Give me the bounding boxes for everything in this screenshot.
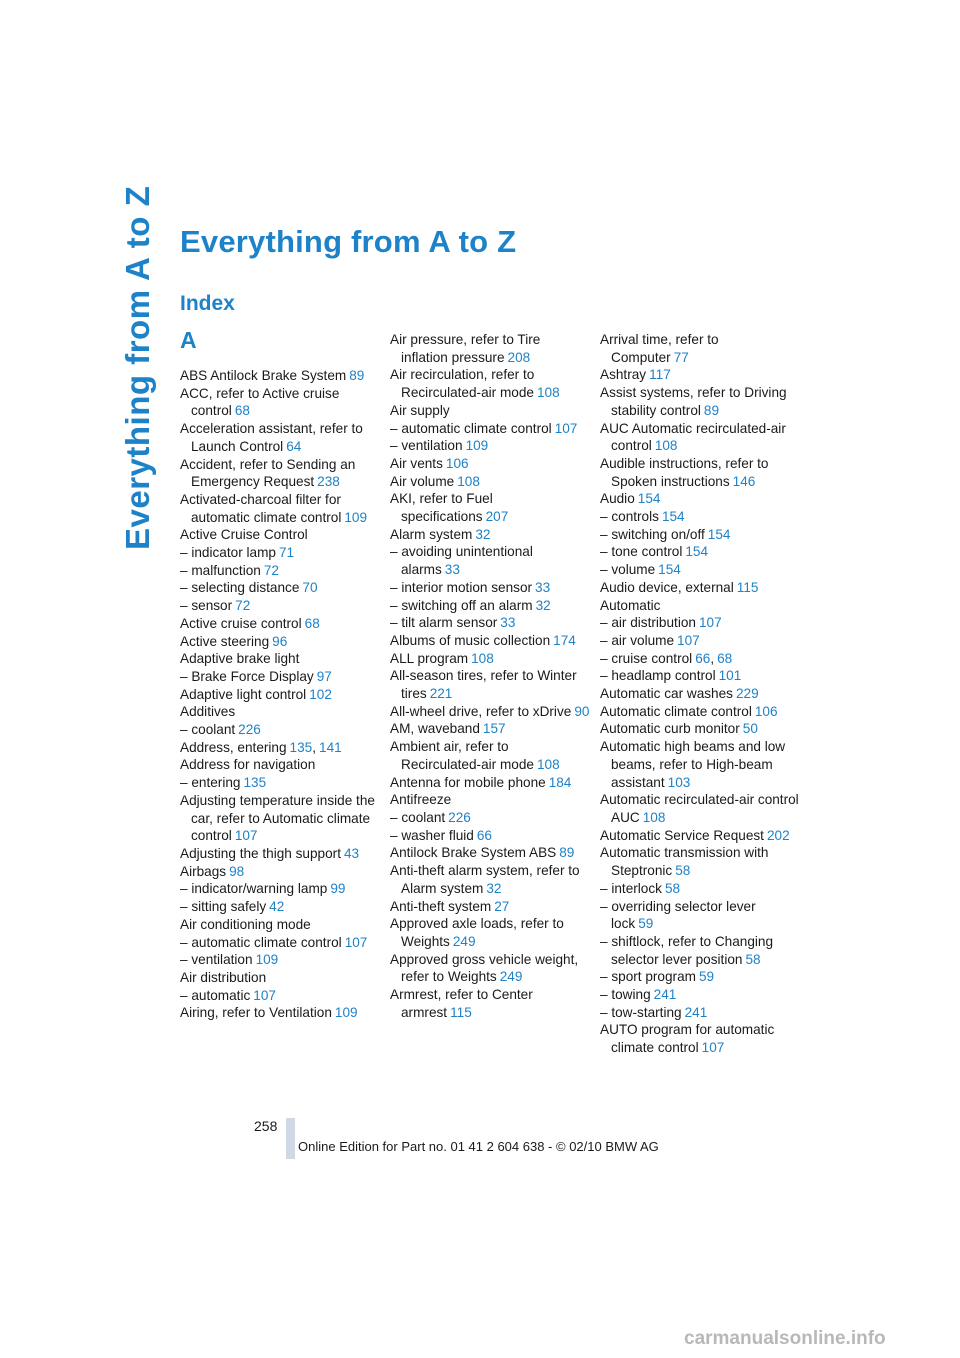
index-entry (600, 685, 800, 703)
page-reference-link[interactable]: 70 (302, 580, 318, 596)
index-entry (390, 402, 590, 420)
index-entry-text: Air distribution (180, 969, 267, 985)
page-reference-link[interactable]: 58 (675, 863, 691, 879)
index-entry (180, 367, 380, 385)
index-entry-text: Air pressure, refer to Tire inflation pressure (390, 332, 541, 365)
index-entry-text: – sitting safely (180, 899, 267, 915)
page-reference-link[interactable]: 72 (263, 562, 279, 578)
index-entry-text: Automatic (600, 597, 661, 613)
page-reference-link[interactable]: 108 (457, 473, 480, 489)
index-entry-text: – Brake Force Display (180, 668, 314, 684)
page-reference-link[interactable]: 107 (698, 615, 722, 631)
page-reference-link[interactable]: 106 (754, 703, 778, 719)
page-reference-link[interactable]: 72 (235, 598, 251, 614)
page-reference-link[interactable]: 58 (745, 951, 761, 967)
index-entry (390, 614, 590, 632)
index-entry-text: Active cruise control (180, 615, 302, 631)
index-entry-text: – sport program (600, 969, 696, 985)
index-entry-text: – automatic climate control (180, 934, 342, 950)
index-entry (180, 420, 380, 455)
page-reference-link[interactable]: 96 (272, 633, 288, 649)
page-reference-link[interactable]: 68 (234, 403, 250, 419)
index-entry (180, 863, 380, 881)
page-reference-link[interactable]: 174 (553, 632, 576, 648)
index-entry-text: – malfunction (180, 562, 261, 578)
index-entry (390, 543, 590, 578)
page-reference-link[interactable]: 202 (766, 827, 790, 843)
page-reference-link[interactable]: 68 (304, 615, 320, 631)
index-entry-text: ALL program (390, 650, 469, 666)
index-entry-text: Air recirculation, refer to Recirculated-air mode (390, 367, 535, 401)
index-entry-text: – air distribution (600, 615, 696, 631)
index-entry (600, 561, 800, 579)
index-entry (180, 880, 380, 898)
index-entry-text: AM, waveband (390, 721, 480, 737)
index-entry-text: Automatic transmission with Steptronic (600, 845, 769, 879)
index-entry-text: Arrival time, refer to Computer (600, 332, 719, 365)
page-reference-link[interactable]: 108 (642, 809, 666, 825)
page-reference-link[interactable]: 33 (535, 579, 551, 595)
index-entry (180, 703, 380, 721)
index-entry (390, 420, 590, 438)
page-reference-link[interactable]: 109 (334, 1005, 358, 1021)
footer-bar (286, 1118, 295, 1159)
index-entry-text: – shiftlock, refer to Changing selector lever position (600, 933, 774, 967)
index-entry-text: AUC Automatic recirculated-air control (600, 420, 786, 454)
page-reference-link[interactable]: 229 (735, 686, 759, 702)
index-entry (600, 720, 800, 738)
page-reference-link[interactable]: 184 (548, 774, 572, 790)
index-entry-text: Automatic car washes (600, 686, 733, 702)
index-entry (180, 597, 380, 615)
index-entry-text: Air supply (390, 402, 450, 418)
index-heading: Index (180, 292, 235, 315)
page-reference-link[interactable]: 32 (486, 880, 502, 896)
index-entry (600, 986, 800, 1004)
page-title: Everything from A to Z (180, 224, 517, 259)
page-reference-link[interactable]: 249 (499, 969, 523, 985)
index-entry-text: Automatic climate control (600, 703, 752, 719)
page-reference-link[interactable]: 89 (559, 845, 575, 861)
index-entry-text: – coolant (390, 809, 446, 825)
page-reference-link[interactable]: 238 (317, 474, 340, 490)
index-entry-text: Approved axle loads, refer to Weights (390, 916, 564, 949)
page-reference-link[interactable]: 107 (554, 420, 578, 436)
index-entry (600, 898, 800, 933)
index-entry (390, 827, 590, 845)
index-entry-text: Address, entering (180, 739, 287, 755)
index-entry (390, 809, 590, 827)
index-entry (180, 898, 380, 916)
index-entry-text: – air volume (600, 632, 675, 648)
index-entry-text: Albums of music collection (390, 632, 551, 648)
page-reference-link[interactable]: 135 (243, 775, 267, 791)
page-reference-link[interactable]: 107 (344, 934, 368, 950)
index-entry-text: Automatic Service Request (600, 827, 764, 843)
index-entry (180, 721, 380, 739)
page-reference-link[interactable]: 66 (695, 650, 711, 666)
index-entry (180, 756, 380, 774)
index-entry-text: Additives (180, 704, 236, 720)
index-entry (180, 650, 380, 668)
index-entry (390, 526, 590, 544)
index-entry (600, 366, 800, 384)
page-reference-link[interactable]: 108 (536, 756, 560, 772)
index-entry-text: Automatic high beams and low beams, refer to High-beam assistant (600, 739, 786, 790)
index-entry-text: Anti-theft system (390, 898, 492, 914)
page-reference-link[interactable]: 33 (444, 562, 460, 578)
index-entry-text: – interlock (600, 880, 662, 896)
page-reference-link[interactable]: 154 (658, 562, 681, 578)
page-reference-link[interactable]: 59 (698, 969, 715, 985)
page-reference-link[interactable]: 108 (654, 438, 678, 454)
index-entry (600, 420, 800, 455)
index-entry-text: – avoiding unintentional alarms (390, 544, 533, 578)
index-entry (390, 915, 590, 950)
index-entry (180, 686, 380, 704)
index-entry (390, 331, 590, 366)
index-entry-text: Armrest, refer to Center armrest (390, 987, 533, 1020)
index-entry-text: – volume (600, 562, 656, 578)
page-reference-link[interactable]: 109 (255, 952, 279, 968)
index-entry-text: – switching off an alarm (390, 597, 533, 613)
index-entry (390, 366, 590, 401)
index-entry (180, 1004, 380, 1022)
page-reference-link[interactable]: 89 (703, 402, 720, 418)
page-reference-link[interactable]: 59 (638, 916, 654, 932)
index-entry (600, 490, 800, 508)
index-entry (180, 934, 380, 952)
index-letter-heading: A (180, 327, 197, 353)
page-reference-link[interactable]: 221 (429, 686, 453, 702)
page-reference-link[interactable]: 90 (574, 703, 590, 719)
index-entry (390, 986, 590, 1021)
index-entry (180, 774, 380, 792)
index-entry-text: – interior motion sensor (390, 579, 533, 595)
page-reference-link[interactable]: 50 (742, 721, 758, 737)
index-entry (180, 615, 380, 633)
index-entry (390, 437, 590, 455)
index-entry-text: Adaptive light control (180, 686, 307, 702)
side-section-title: Everything from A to Z (119, 185, 156, 550)
index-entry (180, 633, 380, 651)
index-entry-text: Alarm system (390, 526, 473, 542)
page-reference-link[interactable]: 99 (330, 881, 346, 897)
page-reference-link[interactable]: 108 (536, 385, 560, 401)
page-reference-link[interactable]: 108 (471, 650, 494, 666)
page-reference-link[interactable]: 157 (482, 721, 506, 737)
index-column-3 (600, 331, 800, 1057)
index-entry (600, 384, 800, 419)
index-entry (600, 791, 800, 826)
index-entry-text: Air vents (390, 455, 443, 471)
index-entry (600, 827, 800, 845)
page-reference-link[interactable]: 27 (494, 898, 510, 914)
page-reference-link[interactable]: 77 (673, 349, 689, 365)
index-entry-text: Air volume (390, 473, 455, 489)
index-entry-text: – cruise control (600, 650, 693, 666)
index-entry (180, 491, 380, 526)
index-entry (180, 562, 380, 580)
index-entry (180, 668, 380, 686)
index-entry (600, 1021, 800, 1056)
page-reference-link[interactable]: 115 (450, 1004, 472, 1020)
page-reference-link[interactable]: 154 (661, 509, 685, 525)
index-entry (390, 720, 590, 738)
index-entry (390, 632, 590, 650)
index-entry (390, 738, 590, 773)
index-entry-text: AUTO program for automatic climate control (600, 1022, 775, 1056)
page-reference-link[interactable]: 33 (500, 615, 516, 631)
page-reference-link[interactable]: 89 (349, 368, 365, 383)
index-entry-text: Air conditioning mode (180, 916, 311, 932)
index-entry (390, 791, 590, 809)
index-entry-text: Assist systems, refer to Driving stability control (600, 385, 787, 418)
index-entry-text: – indicator lamp (180, 545, 276, 561)
page-reference-link[interactable]: 249 (452, 933, 476, 949)
page-reference-link[interactable]: 32 (475, 526, 491, 542)
index-entry-text: Approved gross vehicle weight, refer to Weights (390, 951, 579, 985)
index-entry-text: – selecting distance (180, 580, 300, 596)
index-entry (390, 473, 590, 491)
index-entry-text: Accident, refer to Sending an Emergency Request (180, 456, 356, 490)
index-entry (180, 544, 380, 562)
index-entry (600, 331, 800, 366)
page-reference-link[interactable]: 154 (637, 491, 661, 507)
index-entry-text: – ventilation (390, 438, 463, 454)
index-entry (180, 969, 380, 987)
index-entry (390, 844, 590, 862)
index-entry (180, 579, 380, 597)
index-entry-text: – coolant (180, 722, 236, 738)
page-reference-link[interactable]: 226 (238, 722, 261, 738)
index-entry (390, 650, 590, 668)
index-entry (390, 667, 590, 702)
page-reference-link[interactable]: 141 (319, 739, 342, 755)
index-entry-text: Audio (600, 491, 635, 507)
index-entry (600, 455, 800, 490)
index-entry-text: – ventilation (180, 952, 253, 968)
page-reference-link[interactable]: 207 (485, 509, 509, 525)
index-entry-text: Automatic curb monitor (600, 721, 740, 737)
footer-edition-note: Online Edition for Part no. 01 41 2 604 638 - © 02/10 BMW AG (298, 1139, 659, 1154)
index-entry-text: – overriding selector lever lock (600, 898, 756, 932)
index-entry-text: – automatic climate control (390, 420, 552, 436)
index-entry-text: Automatic recirculated-air control AUC (600, 792, 799, 825)
page-reference-link[interactable]: 241 (684, 1004, 708, 1020)
page-reference-link[interactable]: 241 (653, 987, 677, 1003)
page-number: 258 (254, 1118, 278, 1134)
page-reference-link[interactable]: 101 (718, 668, 742, 684)
page-reference-link[interactable]: 64 (286, 438, 302, 454)
index-entry (180, 916, 380, 934)
index-entry: – cruise control 66, 68 (600, 650, 733, 666)
page-reference-link[interactable]: 146 (732, 473, 756, 489)
index-entry-text: Adaptive brake light (180, 651, 300, 667)
index-entry-text: Activated-charcoal filter for automatic climate control (180, 491, 342, 525)
index-entry-text: Active steering (180, 633, 270, 649)
index-entry-text: All-season tires, refer to Winter tires (390, 668, 577, 702)
index-entry-text: Antifreeze (390, 792, 452, 808)
index-entry (180, 526, 380, 544)
page-reference-link[interactable]: 154 (707, 526, 731, 542)
page-reference-link[interactable]: 106 (445, 455, 469, 471)
index-entry (180, 385, 380, 420)
page-reference-link[interactable]: 103 (667, 774, 691, 790)
index-entry (600, 880, 800, 898)
page-reference-link[interactable]: 135 (289, 739, 313, 755)
page-reference-link[interactable]: 107 (253, 987, 276, 1003)
page-reference-link[interactable]: 226 (448, 809, 471, 825)
index-entry (390, 490, 590, 525)
index-entry (600, 543, 800, 561)
index-entry (600, 1004, 800, 1022)
index-entry (180, 456, 380, 491)
index-entry (180, 951, 380, 969)
index-entry-text: Ambient air, refer to Recirculated-air mode (390, 739, 534, 772)
index-entry-text: Audible instructions, refer to Spoken instructions (600, 455, 769, 489)
index-column-1 (180, 367, 380, 1022)
page-reference-link[interactable]: 107 (677, 632, 700, 648)
page-reference-link[interactable]: 109 (344, 509, 368, 525)
page-reference-link[interactable]: 66 (476, 827, 492, 843)
index-entry (600, 632, 800, 650)
page-reference-link[interactable]: 107 (701, 1040, 725, 1056)
index-column-2 (390, 331, 590, 1021)
index-entry-text: Address for navigation (180, 757, 316, 773)
index-entry-text: Anti-theft alarm system, refer to Alarm system (390, 863, 580, 896)
index-entry-text: – towing (600, 987, 651, 1003)
index-entry-text: Antilock Brake System ABS (390, 845, 557, 861)
page-reference-link[interactable]: 32 (535, 597, 551, 613)
page-reference-link[interactable]: 117 (649, 367, 671, 383)
index-entry-text: – sensor (180, 598, 233, 614)
index-entry (390, 703, 590, 721)
index-entry-text: Audio device, external (600, 579, 734, 595)
index-entry (600, 844, 800, 879)
index-entry-text: Airing, refer to Ventilation (180, 1005, 332, 1021)
index-entry-text: – controls (600, 509, 659, 525)
index-entry-text: – tow-starting (600, 1004, 682, 1020)
index-entry-text: – switching on/off (600, 526, 705, 542)
page-reference-link[interactable]: 42 (269, 899, 285, 915)
index-entry-text: Adjusting the thigh support (180, 845, 341, 861)
index-entry (600, 738, 800, 791)
index-entry-text: AKI, refer to Fuel specifications (390, 491, 493, 525)
index-entry-text: – automatic (180, 987, 251, 1003)
index-entry-text: Antenna for mobile phone (390, 774, 546, 790)
index-entry (390, 579, 590, 597)
index-entry-text: All-wheel drive, refer to xDrive (390, 703, 572, 719)
page-reference-link[interactable]: 43 (343, 845, 360, 861)
index-entry (600, 703, 800, 721)
page-reference-link[interactable]: 115 (736, 579, 759, 595)
index-entry-text: – headlamp control (600, 668, 716, 684)
index-entry-text: Active Cruise Control (180, 527, 308, 543)
page-reference-link[interactable]: 68 (717, 650, 733, 666)
page-reference-link[interactable]: 102 (309, 686, 332, 702)
index-entry-text: Ashtray (600, 367, 647, 383)
page-reference-link[interactable]: 208 (507, 349, 531, 365)
index-entry-text: ACC, refer to Active cruise control (180, 385, 340, 419)
index-entry (390, 774, 590, 792)
page-reference-link[interactable]: 107 (234, 828, 258, 844)
index-entry (600, 968, 800, 986)
index-entry (600, 526, 800, 544)
page-reference-link[interactable]: 58 (664, 880, 681, 896)
index-entry-text: – tilt alarm sensor (390, 615, 498, 631)
page-reference-link[interactable]: 98 (229, 863, 245, 879)
index-entry-text: – indicator/warning lamp (180, 881, 328, 897)
index-entry (600, 933, 800, 968)
index-entry (600, 614, 800, 632)
index-entry (390, 455, 590, 473)
index-entry (600, 667, 800, 685)
index-entry (390, 862, 590, 897)
index-entry (390, 898, 590, 916)
index-entry (180, 792, 380, 845)
page-reference-link[interactable]: 71 (278, 545, 295, 561)
index-entry (600, 579, 800, 597)
index-entry: Address, entering 135, 141 (180, 739, 342, 755)
index-entry (390, 597, 590, 615)
page-reference-link[interactable]: 154 (685, 544, 709, 560)
index-entry-text: Acceleration assistant, refer to Launch Control (180, 421, 363, 454)
index-entry-text: – entering (180, 775, 241, 791)
index-entry (600, 508, 800, 526)
watermark: carmanualsonline.info (684, 1328, 886, 1349)
page-reference-link[interactable]: 97 (316, 668, 332, 684)
index-entry-text: – washer fluid (390, 827, 474, 843)
index-entry (180, 987, 380, 1005)
index-entry-text: ABS Antilock Brake System (180, 368, 347, 383)
page-reference-link[interactable]: 109 (465, 438, 489, 454)
index-entry (180, 845, 380, 863)
index-entry (390, 951, 590, 986)
index-entry-text: – tone control (600, 544, 683, 560)
index-entry-text: Adjusting temperature inside the car, refer to Automatic climate control (180, 792, 375, 844)
index-entry-text: Airbags (180, 863, 227, 879)
index-entry (600, 597, 800, 615)
